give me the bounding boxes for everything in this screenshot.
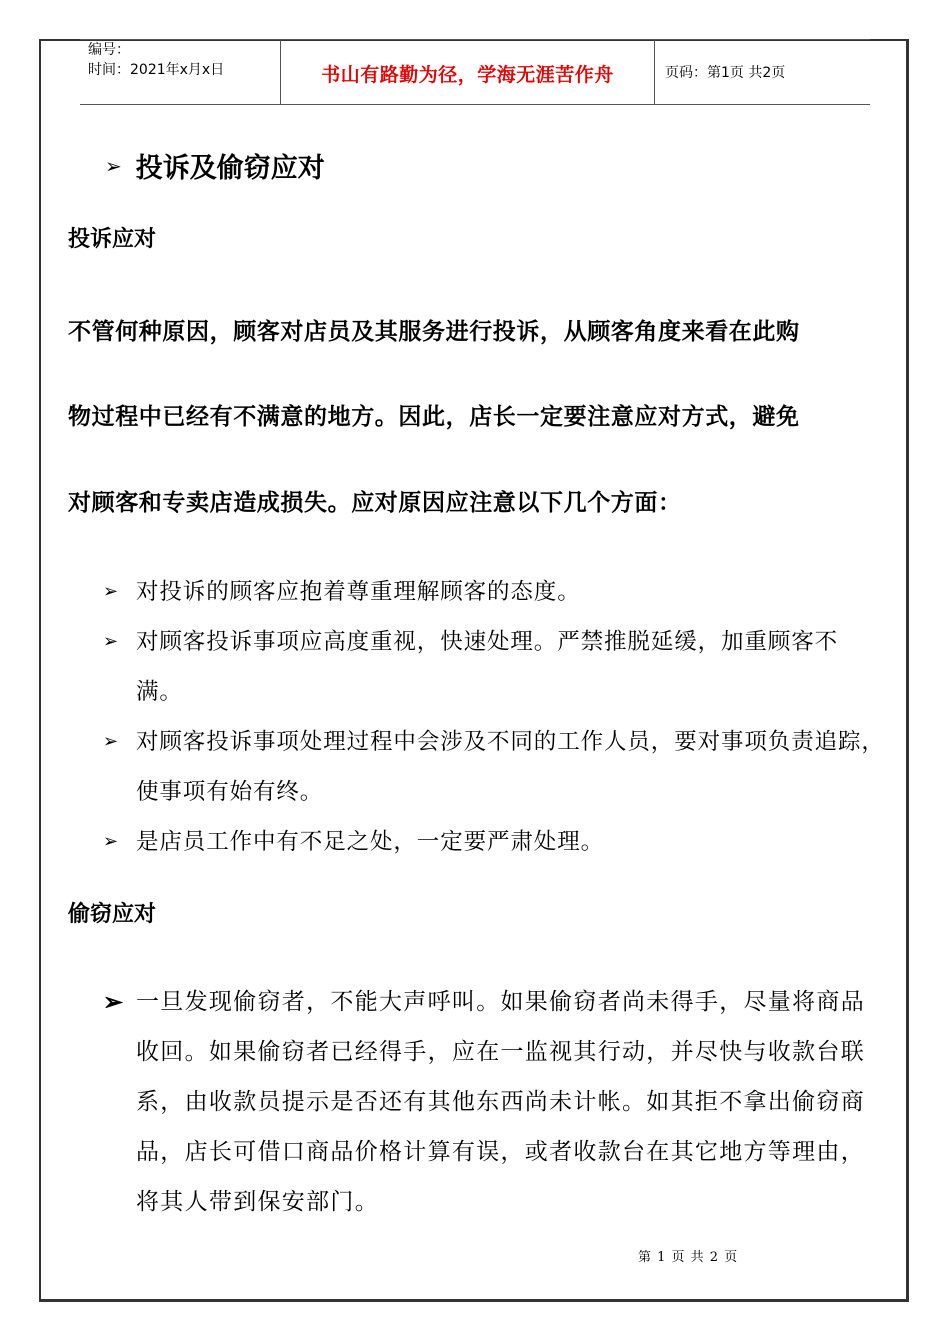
- list-item: [103, 977, 883, 1227]
- list-item: [103, 567, 883, 617]
- arrow-bullet-icon: ➢: [103, 731, 119, 752]
- arrow-bullet-icon: ➢: [103, 831, 119, 852]
- section-title-text: 投诉及偷窃应对: [135, 153, 325, 184]
- header-page-cell: [655, 39, 870, 104]
- motto-text: 书山有路勤为径，学海无涯苦作舟: [321, 64, 614, 86]
- arrow-bullet-icon: ➢: [103, 987, 125, 1016]
- list-item-text: 一旦发现偷窃者，不能大声呼叫。如果偷窃者尚未得手，尽量将商品收回。如果偷窃者已经得手，应在一监视其行动，并尽快与收款台联系，由收款员提示是否还有其他东西尚未计帐。如其拒不拿出偷窃商品，店长可借口商品价格计算有误，或者收款台在其它地方等理由，将其人带到保安部门。: [136, 989, 865, 1215]
- arrow-bullet-icon: ➢: [103, 631, 119, 652]
- list-item: [103, 717, 897, 817]
- complaint-intro-line: 物过程中已经有不满意的地方。因此，店长一定要注意应对方式，避免: [68, 404, 800, 430]
- list-item: [103, 617, 883, 717]
- list-item-text: 是店员工作中有不足之处，一定要严肃处理。: [136, 829, 605, 855]
- list-item: [103, 817, 883, 867]
- header-meta-cell: [80, 39, 281, 104]
- list-item-text: 对顾客投诉事项处理过程中会涉及不同的工作人员，要对事项负责追踪， 使事项有始有终。: [136, 729, 897, 805]
- list-item-text: 对投诉的顾客应抱着尊重理解顾客的态度。: [136, 579, 581, 605]
- header-motto-cell: [281, 39, 655, 104]
- theft-points-list: [103, 977, 883, 1227]
- arrow-bullet-icon: ➢: [103, 581, 119, 602]
- complaint-heading: 投诉应对: [68, 227, 157, 252]
- header-table: [80, 39, 870, 105]
- section-title: [105, 146, 325, 185]
- theft-heading: 偷窃应对: [68, 902, 157, 927]
- number-label: 编号：: [88, 42, 130, 58]
- date-label: 时间：2021年x月x日: [88, 62, 225, 78]
- footer-page-number: 第 1 页 共 2 页: [638, 1250, 739, 1265]
- list-item-text: 对顾客投诉事项应高度重视，快速处理。严禁推脱延缓，加重顾客不满。: [136, 629, 839, 705]
- complaint-intro-line: 不管何种原因，顾客对店员及其服务进行投诉，从顾客角度来看在此购: [68, 319, 800, 345]
- arrow-bullet-icon: ➢: [105, 153, 122, 178]
- complaint-points-list: [103, 567, 897, 867]
- complaint-intro-line: 对顾客和专卖店造成损失。应对原因应注意以下几个方面：: [68, 490, 682, 516]
- page-info: 页码：第1页 共2页: [665, 64, 786, 81]
